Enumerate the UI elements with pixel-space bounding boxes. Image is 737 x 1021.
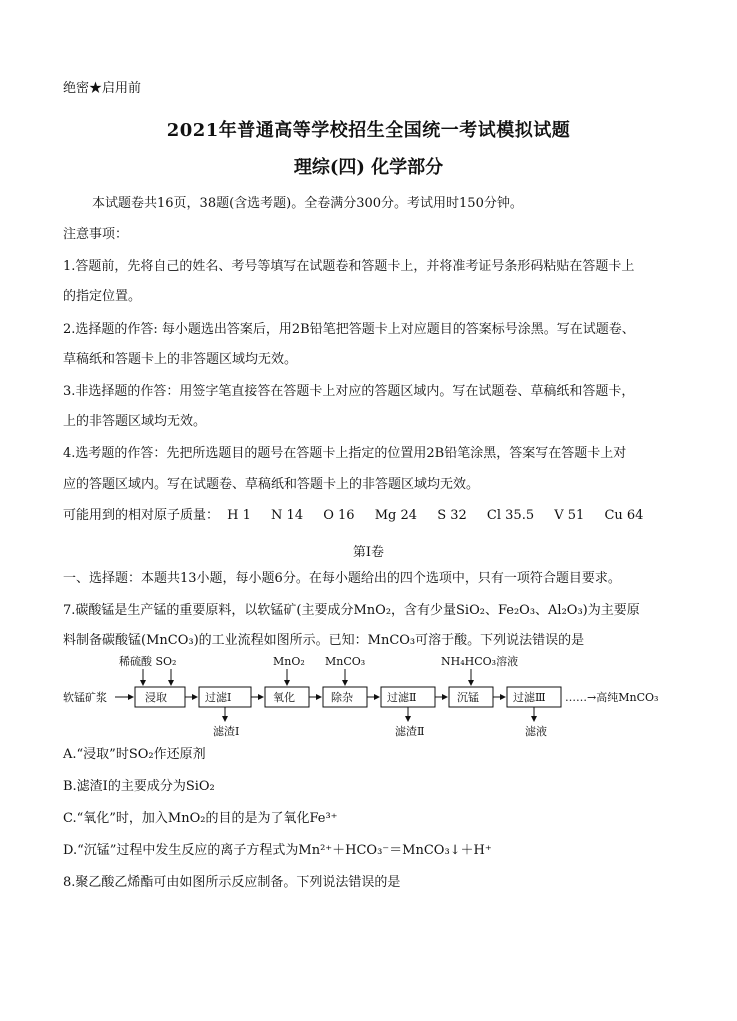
notice-3-line-2: 上的非答题区域均无效。 (63, 414, 207, 429)
q8-stem: 8.聚乙酸乙烯酯可由如图所示反应制备。下列说法错误的是 (63, 875, 401, 890)
notice-2-line-2: 草稿纸和答题卡上的非答题区域均无效。 (63, 352, 298, 367)
exam-subtitle: 理综(四) 化学部分 (293, 157, 444, 178)
mass-cl: Cl 35.5 (486, 508, 535, 523)
flow-step-oxidize: 氧化 (273, 691, 295, 704)
part-heading: 第Ⅰ卷 (352, 545, 385, 560)
notice-1-line-2: 的指定位置。 (63, 289, 142, 304)
flow-input-precip: NH₄HCO₃溶液 (441, 655, 519, 668)
mass-s: S 32 (437, 508, 467, 523)
notice-4-line-1: 4.选考题的作答：先把所选题目的题号在答题卡上指定的位置用2B铅笔涂黑，答案写在答题卡上对 (63, 446, 627, 461)
mass-o: O 16 (323, 508, 355, 523)
flow-step-filter2: 过滤Ⅱ (387, 691, 417, 704)
notice-4-line-2: 应的答题区域内。写在试题卷、草稿纸和答题卡上的非答题区域均无效。 (63, 477, 480, 492)
flow-end: ……→高纯MnCO₃ (565, 691, 659, 704)
mass-n: N 14 (271, 508, 304, 523)
q7-option-a: A.“浸取”时SO₂作还原剂 (63, 747, 206, 762)
flow-step-filter3: 过滤Ⅲ (513, 691, 546, 704)
exam-title: 2021年普通高等学校招生全国统一考试模拟试题 (166, 120, 571, 141)
flow-step-filter1: 过滤Ⅰ (205, 691, 232, 704)
flow-step-precip: 沉锰 (457, 691, 479, 704)
flow-start: 软锰矿浆 (63, 691, 107, 704)
flow-output-residue1: 滤渣Ⅰ (213, 725, 240, 738)
mass-h: H 1 (227, 508, 251, 523)
section-heading: 一、选择题：本题共13小题，每小题6分。在每小题给出的四个选项中，只有一项符合题目要求。 (63, 571, 621, 586)
flow-output-residue2: 滤渣Ⅱ (395, 725, 425, 738)
notice-2-line-1: 2.选择题的作答: 每小题选出答案后，用2B铅笔把答题卡上对应题目的答案标号涂黑。写在试题卷、 (63, 322, 635, 337)
flowchart-svg (63, 655, 663, 745)
flow-input-remove: MnCO₃ (325, 655, 366, 668)
atomic-mass-line (63, 507, 659, 525)
flow-output-filtrate: 滤液 (525, 725, 547, 738)
mass-mg: Mg 24 (374, 508, 418, 523)
flow-input-oxidize: MnO₂ (273, 655, 305, 668)
notice-heading: 注意事项： (63, 227, 129, 242)
notice-1-line-1: 1.答题前，先将自己的姓名、考号等填写在试题卷和答题卡上，并将准考证号条形码粘贴在答题卡上 (63, 259, 635, 274)
flow-step-remove: 除杂 (331, 691, 353, 704)
q7-option-d: D.“沉锰”过程中发生反应的离子方程式为Mn²⁺＋HCO₃⁻＝MnCO₃↓＋H⁺ (63, 843, 492, 858)
intro-text: 本试题卷共16页，38题(含选考题)。全卷满分300分。考试用时150分钟。 (92, 196, 523, 211)
mass-v: V 51 (554, 508, 585, 523)
flow-step-leach: 浸取 (145, 691, 167, 704)
atomic-mass-label: 可能用到的相对原子质量： (63, 508, 220, 523)
mass-cu: Cu 64 (604, 508, 644, 523)
q7-stem-line-2: 料制备碳酸锰(MnCO₃)的工业流程如图所示。已知：MnCO₃可溶于酸。下列说法错误的是 (63, 633, 585, 648)
secret-label: 绝密★启用前 (63, 81, 142, 96)
process-flowchart (63, 655, 663, 745)
q7-option-c: C.“氧化”时，加入MnO₂的目的是为了氧化Fe³⁺ (63, 811, 338, 826)
notice-3-line-1: 3.非选择题的作答：用签字笔直接答在答题卡上对应的答题区域内。写在试题卷、草稿纸和答题卡， (63, 384, 635, 399)
q7-option-b: B.滤渣Ⅰ的主要成分为SiO₂ (63, 779, 215, 794)
q7-stem-line-1: 7.碳酸锰是生产锰的重要原料，以软锰矿(主要成分MnO₂，含有少量SiO₂、Fe₂O₃、Al₂O₃)为主要原 (63, 603, 640, 618)
flow-input-leach: 稀硫酸 SO₂ (119, 655, 177, 668)
